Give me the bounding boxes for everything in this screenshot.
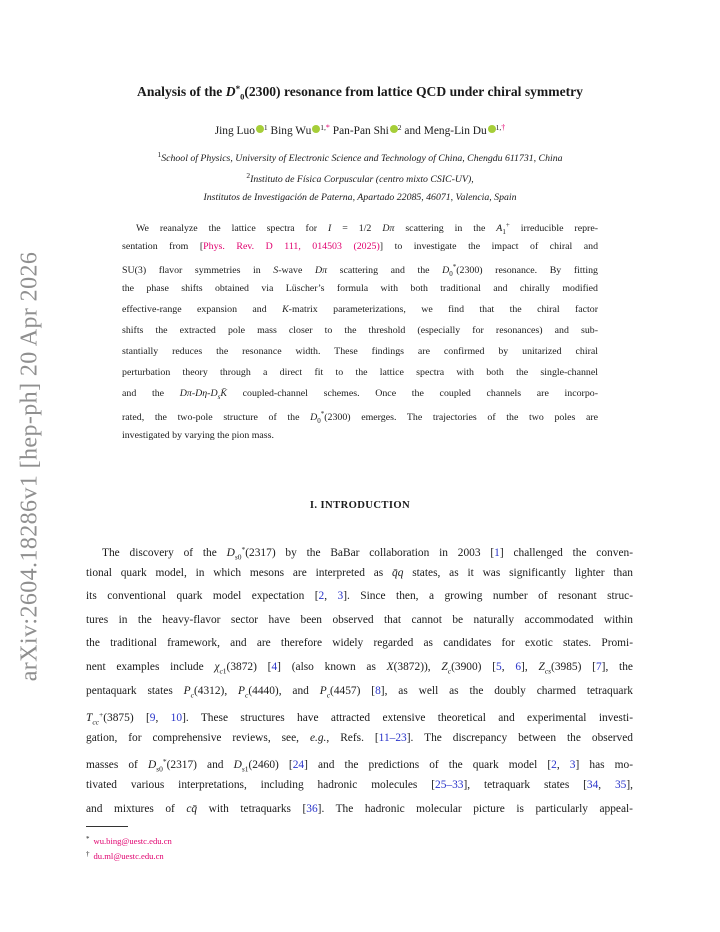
author-name: Pan-Pan Shi bbox=[332, 125, 389, 137]
citation-link[interactable]: 36 bbox=[306, 802, 318, 815]
citation-link[interactable]: 35 bbox=[614, 778, 627, 791]
section-heading: I. INTRODUCTION bbox=[309, 500, 411, 511]
citation-link[interactable]: 7 bbox=[595, 660, 602, 673]
citation-link[interactable]: 3 bbox=[569, 759, 576, 772]
abstract: We reanalyze the lattice spectra for I = 1/2 Dπ scattering in the $A_1^+$ irreducible repre- sentation from [Phys. Rev. D 111, 014503 (2025)] to investigate the impact of chiral and SU(3) flavor symmetries in S-wave Dπ scattering and the $D_0^*(2300)$ resonance. By fitting the phase shifts obtained via Lüscher’s formula with both traditional and chirally modified effective-range expansion and K-matrix parameterizations, we find that the chiral factor shifts the extracted pole mass closer to the threshold (especially for resonances) and sub- stantially reduces the resonance width. These findings are confirmed by unitarized chiral perturbation theory through a direct fit to the lattice spectra with both the single-channel and the $D\pi-D\eta-D_sK̄$ coupled-channel schemes. Once the coupled channels are incorpo- rated, the two-pole structure of the $D_0^*(2300)$ emerges. The trajectories of the two poles are investigated by varying the pion mass. bbox=[122, 221, 599, 441]
citation-link[interactable]: 5 bbox=[496, 660, 502, 673]
citation-link[interactable]: 6 bbox=[515, 660, 522, 673]
affiliation-2: $^2$Instituto de Física Corpuscular (centro mixto CSIC-UV), bbox=[246, 171, 474, 185]
citation-link[interactable]: 25–33 bbox=[435, 778, 464, 791]
orcid-icon[interactable] bbox=[390, 125, 398, 133]
orcid-icon[interactable] bbox=[256, 125, 264, 133]
doi-link[interactable]: Phys. Rev. D 111, 014503 (2025) bbox=[203, 241, 380, 252]
author-name: Jing Luo bbox=[214, 125, 255, 137]
citation-link[interactable]: 3 bbox=[337, 590, 344, 603]
citation-link[interactable]: 11–23 bbox=[378, 731, 407, 744]
arxiv-identifier-text: arXiv:2604.18286v1 [hep-ph] 20 Apr 2026 bbox=[16, 251, 43, 681]
author-name: Meng-Lin Du bbox=[423, 125, 487, 137]
author-mark[interactable]: † bbox=[501, 123, 506, 132]
introduction-text: The discovery of the $D_{s0}^*(2317)$ by the BaBar collaboration in 2003 [1] challenged the conven- tional quark model, in which mesons are interpreted as q̄q states, as it was significantly lighter than its conventional quark model expectation [2, 3]. Since then, a growing number of resonant struc- tures in the heavy-flavor sector have been observed that cannot be naturally accommodated within the traditional framework, and are therefore widely regarded as candidates for exotic states. Promi- nent examples include $\chi_{c1}(3872)$ [4] (also known as X(3872)), $Z_c(3900)$ [5, 6], $Z_{cs}(3985)$ [7], the pentaquark states $P_c(4312)$, $P_c(4440)$, and $P_c(4457)$ [8], as well as the doubly charmed tetraquark $T_{cc}^+(3875)$ [9, 10]. These structures have attracted extensive theoretical and experimental investi- gation, for comprehensive reviews, see, e.g., Refs. [11–23]. The discrepancy between the observed masses of $D_{s0}^*(2317)$ and $D_{s1}(2460)$ [24] and the predictions of the quark model [2, 3] has mo- tivated various interpretations, including hadronic molecules [25–33], tetraquark states [34, 35], and mixtures of cq̄ with tetraquarks [36]. The hadronic molecular picture is particularly appeal- bbox=[86, 545, 634, 815]
citation-link[interactable]: 8 bbox=[375, 684, 381, 697]
footnote-2: † du.ml@uestc.edu.cn bbox=[86, 850, 164, 861]
email-link[interactable]: wu.bing@uestc.edu.cn bbox=[93, 836, 172, 846]
citation-link[interactable]: 2 bbox=[551, 759, 557, 772]
citation-link[interactable]: 10 bbox=[170, 712, 183, 725]
affiliation-3: Institutos de Investigación de Paterna, Apartado 22085, 46071, Valencia, Spain bbox=[203, 192, 517, 203]
arxiv-identifier bbox=[10, 251, 50, 681]
author-list: Jing Luo $^1$ Bing Wu $^{1,*}$ Pan-Pan Shi $^2$ and Meng-Lin Du $^{1,\dagger}$ bbox=[214, 123, 506, 137]
email-link[interactable]: du.ml@uestc.edu.cn bbox=[93, 851, 164, 861]
orcid-icon[interactable] bbox=[488, 125, 496, 133]
citation-link[interactable]: 4 bbox=[271, 660, 278, 673]
citation-link[interactable]: 9 bbox=[149, 712, 156, 725]
paper-title: Analysis of the $D^*_0(2300)$ resonance from lattice QCD under chiral symmetry bbox=[137, 84, 583, 102]
citation-link[interactable]: 2 bbox=[318, 590, 325, 603]
citation-link[interactable]: 24 bbox=[292, 759, 305, 772]
affiliation-1: $^1$School of Physics, University of Electronic Science and Technology of China, Chengdu 611731, China bbox=[157, 150, 563, 164]
citation-link[interactable]: 1 bbox=[494, 547, 500, 559]
footnote-divider bbox=[86, 826, 128, 827]
footnote-1: * wu.bing@uestc.edu.cn bbox=[86, 835, 172, 846]
citation-link[interactable]: 34 bbox=[586, 778, 599, 791]
author-mark[interactable]: * bbox=[325, 123, 330, 132]
author-name: Bing Wu bbox=[270, 125, 312, 137]
